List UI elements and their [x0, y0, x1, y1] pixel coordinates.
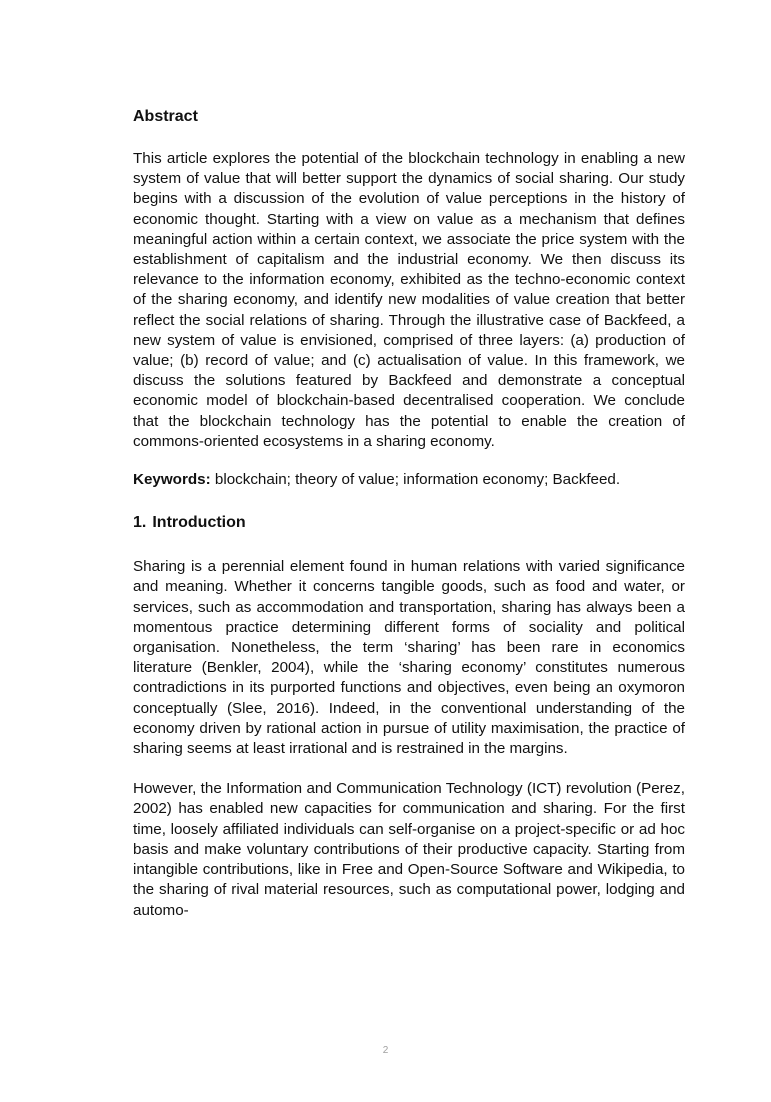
body-paragraph: However, the Information and Communication Technology (ICT) revolution (Perez, 2002) has enabled new capacities for communication and sharing. For the first time, loosely affiliated individuals can self-organise on a project-specific or ad hoc basis and make voluntary contributions of their productive capacity. Starting from intangible contributions, like in Free and Open-Source Software and Wikipedia, to the sharing of rival material resources, such as computational power, lodging and automo-	[133, 780, 685, 919]
body-paragraph: Sharing is a perennial element found in human relations with varied significance and meaning. Whether it concerns tangible goods, such as food and water, or services, such as accommodation and transportation, sharing has always been a momentous practice determining different forms of sociality and political organisation. Nonetheless, the term ‘sharing’ has been rare in economics literature (Benkler, 2004), while the ‘sharing economy’ constitutes numerous contradictions in its purported functions and objectives, even being an oxymoron conceptually (Slee, 2016). Indeed, in the conventional understanding of the economy driven by rational action in pursue of utility maximisation, the practice of sharing seems at least irrational and is restrained in the margins.	[133, 558, 685, 758]
page-number: 2	[382, 1045, 389, 1056]
keywords-line	[133, 470, 685, 490]
section-title: Introduction	[152, 514, 246, 532]
keywords-label: Keywords:	[133, 471, 211, 489]
keywords-text: blockchain; theory of value; information economy; Backfeed.	[210, 471, 621, 489]
section-number: 1.	[133, 514, 147, 532]
abstract-heading: Abstract	[133, 108, 198, 125]
page-content	[133, 104, 685, 921]
abstract-text: This article explores the potential of the blockchain technology in enabling a new system of value that will better support the dynamics of social sharing. Our study begins with a discussion of the evolution of value perceptions in the history of economic thought. Starting with a view on value as a mechanism that defines meaningful action within a certain context, we associate the price system with the establishment of capitalism and the industrial economy. We then discuss its relevance to the information economy, exhibited as the techno-economic context of the sharing economy, and identify new modalities of value creation that better reflect the social relations of sharing. Through the illustrative case of Backfeed, a new system of value is envisioned, comprised of three layers: (a) production of value; (b) record of value; and (c) actualisation of value. In this framework, we discuss the solutions featured by Backfeed and demonstrate a conceptual economic model of blockchain-based decentralised cooperation. We conclude that the blockchain technology has the potential to enable the creation of commons-oriented ecosystems in a sharing economy.	[133, 150, 685, 450]
section-heading-introduction	[133, 510, 685, 536]
